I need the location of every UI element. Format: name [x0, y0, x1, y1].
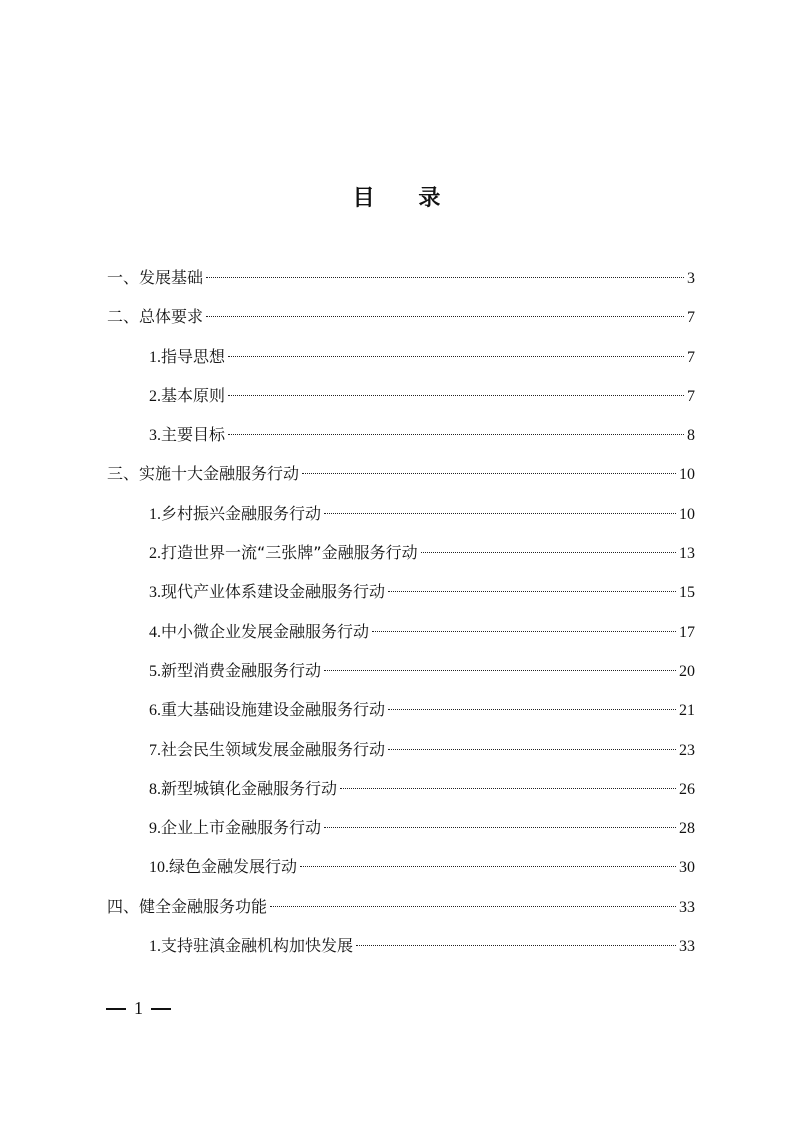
- dot-leader: [324, 827, 676, 828]
- toc-entry-page: 21: [679, 702, 695, 720]
- toc-entry-number: 1.: [149, 348, 161, 366]
- toc-entry[interactable]: [107, 616, 695, 655]
- toc-entry-page: 13: [679, 545, 695, 563]
- toc-entry-label: 现代产业体系建设金融服务行动: [161, 582, 386, 602]
- toc-entry-label: 总体要求: [139, 307, 204, 327]
- toc-entry-page: 10: [679, 466, 695, 484]
- toc-entry[interactable]: [107, 301, 695, 340]
- toc-entry[interactable]: [107, 498, 695, 537]
- dot-leader: [421, 552, 676, 553]
- toc-entry-number: 7.: [149, 741, 161, 759]
- toc-entry-page: 23: [679, 741, 695, 759]
- page-number: 1: [134, 998, 143, 1018]
- toc-entry-label: 新型城镇化金融服务行动: [161, 778, 338, 798]
- toc-entry-page: 30: [679, 859, 695, 877]
- dot-leader: [324, 670, 676, 671]
- toc-entry-page: 33: [679, 938, 695, 956]
- toc-entry-page: 28: [679, 820, 695, 838]
- toc-entry-number: 9.: [149, 820, 161, 838]
- toc-entry[interactable]: [107, 851, 695, 890]
- toc-entry-label: 支持驻滇金融机构加快发展: [161, 936, 354, 956]
- dot-leader: [228, 356, 684, 357]
- footer-dash-left: [106, 1008, 126, 1010]
- toc-entry[interactable]: [107, 773, 695, 812]
- toc-entry-label: 指导思想: [161, 346, 226, 366]
- toc-entry-page: 7: [687, 309, 695, 327]
- dot-leader: [302, 473, 676, 474]
- toc-entry-number: 三、: [107, 466, 140, 484]
- toc-entry-number: 2.: [149, 387, 161, 405]
- toc-entry-number: 8.: [149, 780, 161, 798]
- toc-entry[interactable]: [107, 537, 695, 576]
- toc-entry-label: 绿色金融发展行动: [169, 857, 298, 877]
- toc-entry-label: 乡村振兴金融服务行动: [161, 503, 322, 523]
- dot-leader: [206, 316, 684, 317]
- toc-entry[interactable]: [107, 812, 695, 851]
- dot-leader: [324, 513, 676, 514]
- toc-entry-label: 发展基础: [139, 268, 204, 287]
- toc-entry-label: 中小微企业发展金融服务行动: [161, 621, 370, 641]
- toc-entry[interactable]: [107, 419, 695, 458]
- toc-entry-number: 四、: [107, 898, 140, 916]
- toc-entry-label: 企业上市金融服务行动: [161, 818, 322, 838]
- toc-entry[interactable]: [107, 734, 695, 773]
- toc-entry[interactable]: [107, 341, 695, 380]
- toc-entry-page: 17: [679, 623, 695, 641]
- toc-entry-page: 8: [687, 427, 695, 445]
- toc-entry[interactable]: [107, 380, 695, 419]
- table-of-contents: [107, 262, 695, 969]
- toc-entry-label: 主要目标: [161, 425, 226, 445]
- toc-entry-page: 7: [687, 348, 695, 366]
- toc-entry[interactable]: [107, 576, 695, 615]
- toc-entry-number: 6.: [149, 702, 161, 720]
- toc-entry-number: 3.: [149, 427, 161, 445]
- dot-leader: [388, 709, 676, 710]
- dot-leader: [388, 749, 676, 750]
- toc-entry-number: 3.: [149, 584, 161, 602]
- toc-entry-label: 健全金融服务功能: [139, 896, 268, 916]
- toc-entry-label: 打造世界一流“三张牌”金融服务行动: [161, 543, 418, 563]
- toc-entry[interactable]: [107, 891, 695, 930]
- toc-entry-number: 5.: [149, 662, 161, 680]
- toc-entry-page: 26: [679, 780, 695, 798]
- dot-leader: [372, 631, 676, 632]
- toc-entry-number: 1.: [149, 505, 161, 523]
- dot-leader: [228, 395, 684, 396]
- toc-entry-label: 基本原则: [161, 385, 226, 405]
- toc-entry-number: 二、: [107, 309, 140, 327]
- toc-entry-number: 一、: [107, 270, 140, 287]
- dot-leader: [206, 277, 684, 278]
- toc-entry-number: 4.: [149, 623, 161, 641]
- toc-entry-label: 重大基础设施建设金融服务行动: [161, 700, 386, 720]
- page-footer: [106, 998, 171, 1019]
- toc-entry-page: 10: [679, 505, 695, 523]
- toc-entry-page: 20: [679, 662, 695, 680]
- toc-entry-page: 33: [679, 898, 695, 916]
- dot-leader: [340, 788, 676, 789]
- toc-entry-number: 1.: [149, 938, 161, 956]
- dot-leader: [388, 591, 676, 592]
- toc-entry[interactable]: [107, 262, 695, 301]
- toc-entry[interactable]: [107, 694, 695, 733]
- toc-entry-label: 新型消费金融服务行动: [161, 660, 322, 680]
- toc-entry-label: 实施十大金融服务行动: [139, 464, 300, 484]
- dot-leader: [356, 945, 676, 946]
- toc-entry-page: 7: [687, 387, 695, 405]
- toc-entry-number: 2.: [149, 545, 161, 563]
- footer-dash-right: [151, 1008, 171, 1010]
- page-title: 目 录: [352, 186, 459, 211]
- dot-leader: [270, 906, 676, 907]
- toc-entry-page: 3: [687, 270, 695, 287]
- toc-entry[interactable]: [107, 655, 695, 694]
- toc-entry-page: 15: [679, 584, 695, 602]
- toc-entry-label: 社会民生领域发展金融服务行动: [161, 739, 386, 759]
- dot-leader: [228, 434, 684, 435]
- dot-leader: [300, 866, 676, 867]
- toc-entry[interactable]: [107, 458, 695, 497]
- toc-entry[interactable]: [107, 930, 695, 969]
- toc-entry-number: 10.: [149, 859, 169, 877]
